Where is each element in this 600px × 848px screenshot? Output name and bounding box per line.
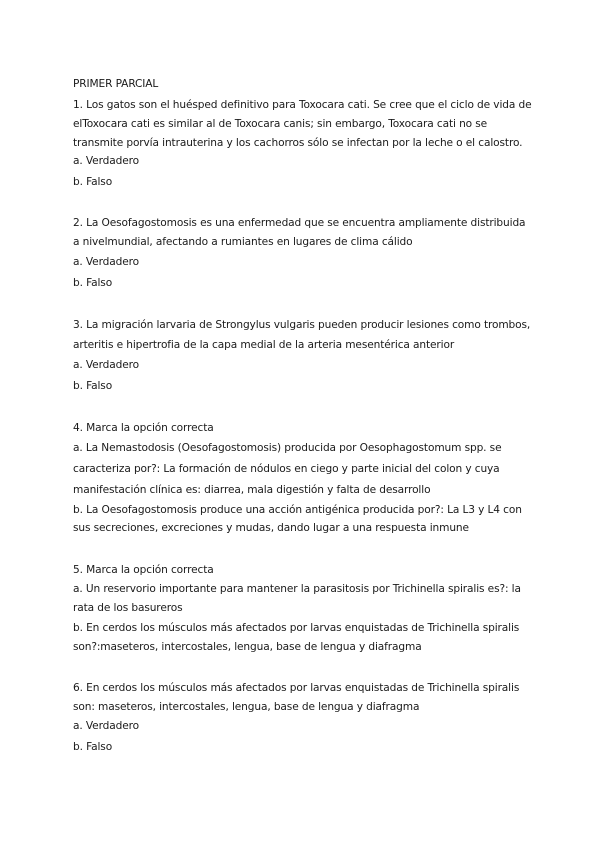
question-2-option-a: a. Verdadero: [73, 256, 139, 268]
question-6-line-1: 6. En cerdos los músculos más afectados por larvas enquistadas de Trichinella spiralis: [73, 682, 520, 694]
question-3-option-b: b. Falso: [73, 380, 113, 392]
question-4-option-b-line-1: b. La Oesofagostomosis produce una acción antigénica producida por?: La L3 y L4 con: [73, 504, 522, 516]
question-6-line-2: son: maseteros, intercostales, lengua, base de lengua y diafragma: [73, 701, 420, 713]
question-2-option-b: b. Falso: [73, 277, 113, 289]
question-5-option-b-line-1: b. En cerdos los músculos más afectados por larvas enquistadas de Trichinella spiralis: [73, 622, 520, 634]
question-2-line-1: 2. La Oesofagostomosis es una enfermedad que se encuentra ampliamente distribuida: [73, 217, 526, 229]
question-5-option-b-line-2: son?:maseteros, intercostales, lengua, base de lengua y diafragma: [73, 641, 422, 653]
question-6-option-b: b. Falso: [73, 741, 113, 753]
question-1-line-1: 1. Los gatos son el huésped definitivo para Toxocara cati. Se cree que el ciclo de vida de: [73, 99, 532, 111]
page-title: PRIMER PARCIAL: [73, 78, 159, 90]
question-6-option-a: a. Verdadero: [73, 720, 139, 732]
question-4-line-1: 4. Marca la opción correcta: [73, 422, 214, 434]
question-1-line-3: transmite porvía intrauterina y los cachorros sólo se infectan por la leche o el calostro.: [73, 137, 523, 149]
question-4-option-a-line-1: a. La Nemastodosis (Oesofagostomosis) producida por Oesophagostomum spp. se: [73, 442, 502, 454]
question-1-option-a: a. Verdadero: [73, 155, 139, 167]
question-4-option-a-line-3: manifestación clínica es: diarrea, mala digestión y falta de desarrollo: [73, 484, 431, 496]
question-2-line-2: a nivelmundial, afectando a rumiantes en lugares de clima cálido: [73, 236, 413, 248]
question-1-line-2: elToxocara cati es similar al de Toxocara canis; sin embargo, Toxocara cati no se: [73, 118, 488, 130]
question-5-option-a-line-1: a. Un reservorio importante para mantener la parasitosis por Trichinella spiralis es?: la: [73, 583, 521, 595]
question-5-option-a-line-2: rata de los basureros: [73, 602, 183, 614]
question-5-line-1: 5. Marca la opción correcta: [73, 564, 214, 576]
question-4-option-b-line-2: sus secreciones, excreciones y mudas, dando lugar a una respuesta inmune: [73, 522, 469, 534]
question-4-option-a-line-2: caracteriza por?: La formación de nódulos en ciego y parte inicial del colon y cuya: [73, 463, 500, 475]
question-3-option-a: a. Verdadero: [73, 359, 139, 371]
question-1-option-b: b. Falso: [73, 176, 113, 188]
question-3-line-1: 3. La migración larvaria de Strongylus vulgaris pueden producir lesiones como trombos,: [73, 319, 531, 331]
question-3-line-2: arteritis e hipertrofia de la capa medial de la arteria mesentérica anterior: [73, 339, 455, 351]
